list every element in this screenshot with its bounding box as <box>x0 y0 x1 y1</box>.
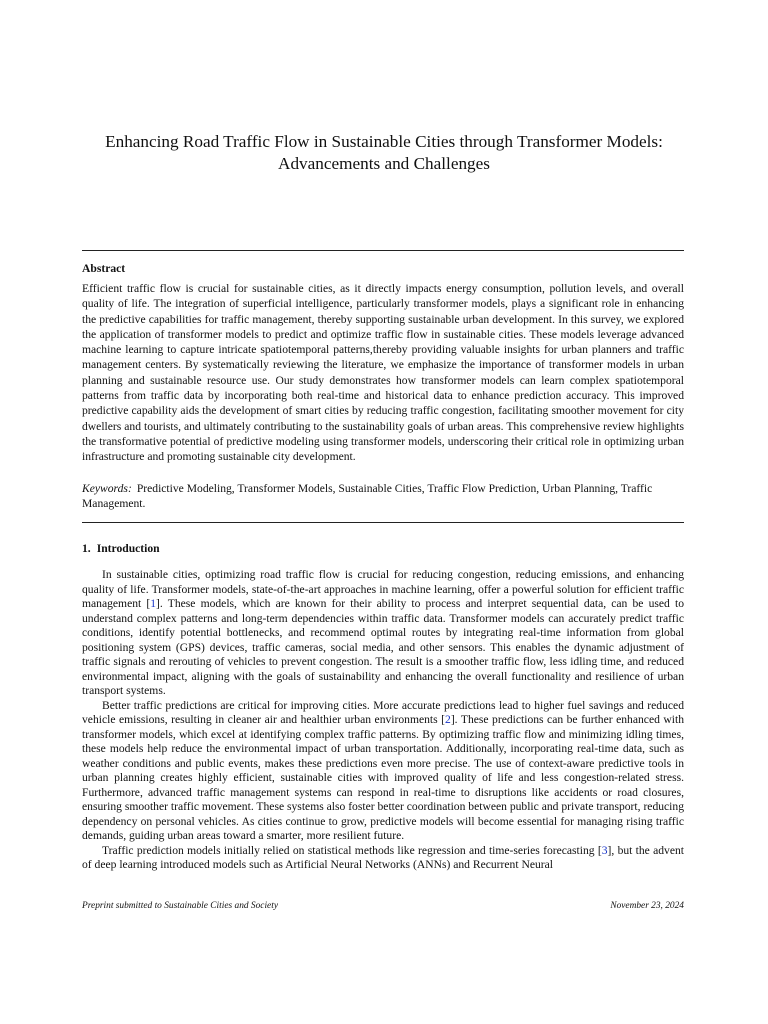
keywords-text: Predictive Modeling, Transformer Models, Sustainable Cities, Traffic Flow Prediction, Urban Planning, Traffic Management. <box>82 482 653 511</box>
section-number: 1. <box>82 542 91 555</box>
intro-paragraph-2 <box>82 699 684 844</box>
abstract-bottom-rule <box>82 522 684 523</box>
intro-p2-text-a: Better traffic predictions are critical for improving cities. More accurate predictions lead to higher fuel savings and reduced vehicle emissions, resulting in cleaner air and healthier urban environments [ <box>82 698 684 726</box>
section-heading <box>82 542 160 555</box>
abstract-text: Efficient traffic flow is crucial for sustainable cities, as it directly impacts energy consumption, pollution levels, and overall quality of life. The integration of superficial intelligence, particularly transformer models, plays a significant role in enhancing the predictive capabilities for traffic management, thereby supporting sustainable urban development. In this survey, we explored the application of transformer models to predict and optimize traffic flow in sustainable cities. These models leverage advanced machine learning to capture intricate spatiotemporal patterns,thereby providing valuable insights for urban planners and traffic management centers. By systematically reviewing the literature, we emphasize the importance of transformer models in urban planning and sustainable resource use. Our study demonstrates how transformer models can learn complex spatiotemporal patterns from traffic data by incorporating both real-time and historical data to enhance prediction accuracy. This improved predictive capability aids the development of smart cities by reducing traffic congestion, facilitating smoother movement for city dwellers and tourists, and ultimately contributing to the sustainability goals of urban areas. This comprehensive review highlights the transformative potential of predictive modeling using transformer models, underscoring their critical role in optimizing urban infrastructure and promoting sustainable city development. <box>82 282 684 464</box>
keywords <box>82 481 684 512</box>
title-line-2: Advancements and Challenges <box>278 154 490 173</box>
citation-link-3[interactable]: 3 <box>601 843 608 857</box>
keywords-label: Keywords: <box>82 482 132 495</box>
citation-link-1[interactable]: 1 <box>150 597 157 610</box>
abstract-heading: Abstract <box>82 262 126 275</box>
footer-preprint-note: Preprint submitted to Sustainable Cities and Society <box>82 901 278 911</box>
intro-p2-text-b: ]. These predictions can be further enhanced with transformer models, which excel at identifying complex traffic patterns. By optimizing traffic flow and minimizing idling times, these models help reduce the environmental impact of urban transportation. Additionally, incorporating real-time data, such as weather conditions and public events, makes these predictions even more precise. The use of context-aware predictive tools in urban planning creates highly efficient, sustainable cities with improved quality of life and less congestion-related stress. Furthermore, advanced traffic management systems can respond in real-time to disruptions like accidents or road closures, ensuring smoother traffic movement. These systems also foster better coordination between public and private transport, reducing dependency on personal vehicles. As cities continue to grow, predictive models will become essential for managing rising traffic demands, guiding urban areas toward a smarter, more resilient future. <box>82 713 684 842</box>
intro-p3-text-a: Traffic prediction models initially relied on statistical methods like regression and time-series forecasting [ <box>102 843 602 857</box>
intro-paragraph-1 <box>82 568 684 699</box>
citation-link-2[interactable]: 2 <box>445 713 451 726</box>
section-title: Introduction <box>96 542 160 555</box>
intro-p3-text-b: ], but the advent of deep learning introduced models such as Artificial Neural Networks (ANNs) and Recurrent Neural <box>82 843 684 871</box>
footer-date: November 23, 2024 <box>610 901 684 911</box>
introduction-body <box>82 568 684 873</box>
abstract-top-rule <box>82 250 684 251</box>
page-footer <box>82 901 684 911</box>
intro-p1-text-a: In sustainable cities, optimizing road traffic flow is crucial for reducing congestion, reducing emissions, and enhancing quality of life. Transformer models, state-of-the-art approaches in machine learning, offer a powerful solution for efficient traffic management [ <box>82 568 684 610</box>
intro-paragraph-3 <box>82 844 684 873</box>
intro-p1-text-b: ]. These models, which are known for their ability to process and interpret sequential data, can be used to understand complex patterns and long-term dependencies within traffic data. Transformer models can accurately predict traffic conditions, identify potential bottlenecks, and recommend optimal routes by integrating real-time information from global positioning system (GPS) devices, traffic cameras, social media, and other sensors. This enables the dynamic adjustment of traffic signals and rerouting of vehicles to prevent congestion. The result is a smoother traffic flow, less idling time, and reduced environmental impact, aligning with the goals of sustainability and enhancing the overall functionality and resilience of urban transport systems. <box>82 597 684 697</box>
title-line-1: Enhancing Road Traffic Flow in Sustainable Cities through Transformer Models: <box>105 132 663 151</box>
paper-title <box>60 131 708 175</box>
